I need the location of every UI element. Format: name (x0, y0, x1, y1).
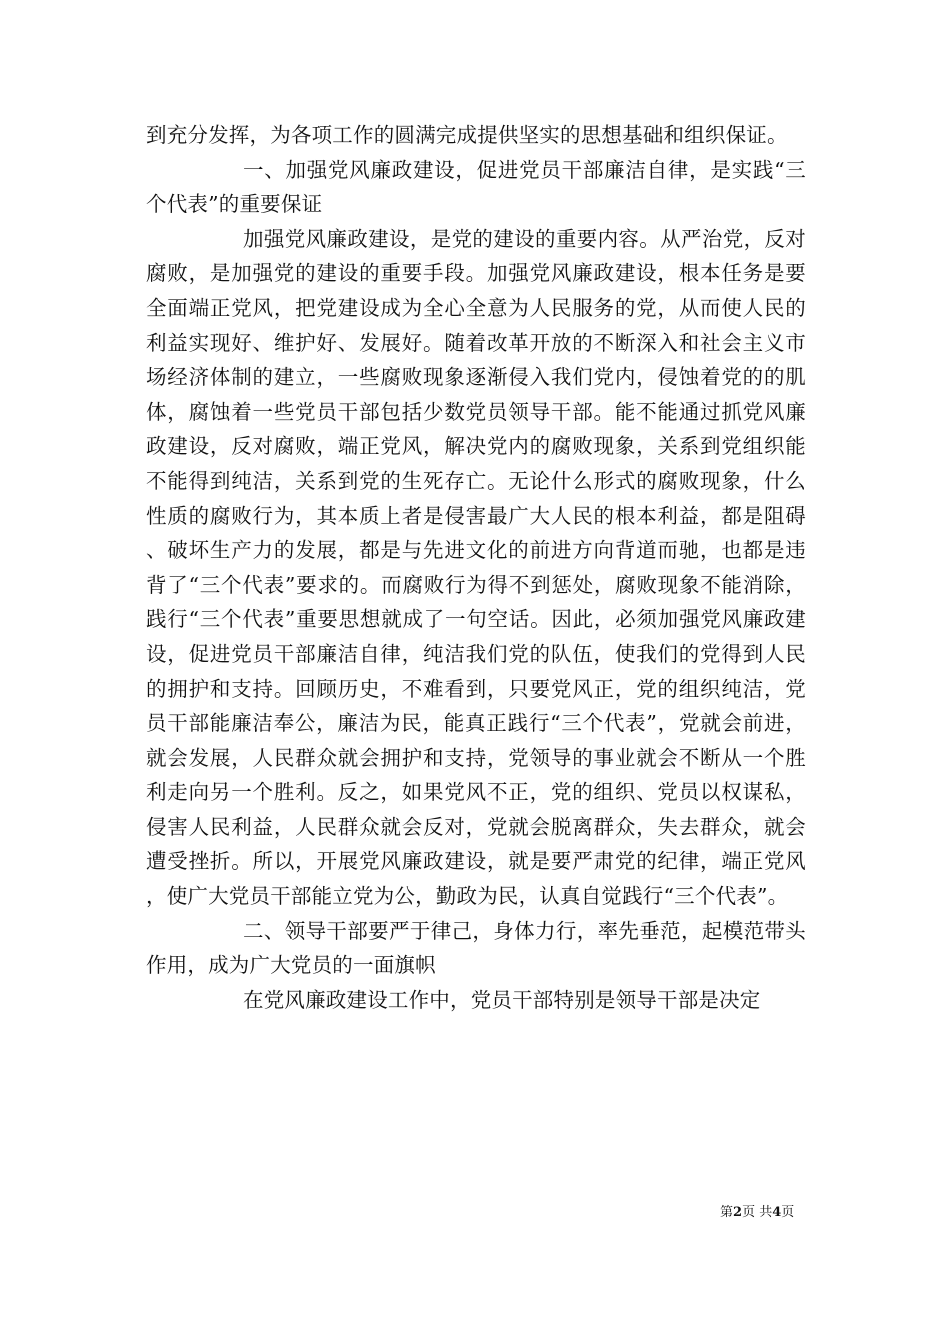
footer-middle: 页 共 (742, 1205, 773, 1220)
footer-total-pages: 4 (772, 1205, 782, 1220)
footer-suffix: 页 (781, 1205, 795, 1220)
footer-current-page: 2 (733, 1205, 743, 1220)
section-heading-1: 一、加强党风廉政建设，促进党员干部廉洁自律，是实践“三个代表”的重要保证 (146, 157, 806, 217)
footer-prefix: 第 (720, 1205, 734, 1220)
paragraph-section-2: 在党风廉政建设工作中，党员干部特别是领导干部是决定 (243, 987, 761, 1012)
paragraph-continued: 到充分发挥，为各项工作的圆满完成提供坚实的思想基础和组织保证。 (146, 123, 788, 147)
document-body (146, 118, 806, 1017)
paragraph-section-1: 加强党风廉政建设，是党的建设的重要内容。从严治党，反对腐败，是加强党的建设的重要手段。加强党风廉政建设，根本任务是要全面端正党风，把党建设成为全心全意为人民服务的党，从而使人民的利益实现好、维护好、发展好。随着改革开放的不断深入和社会主义市场经济体制的建立，一些腐败现象逐渐侵入我们党内，侵蚀着党的的肌体，腐蚀着一些党员干部包括少数党员领导干部。能不能通过抓党风廉政建设，反对腐败，端正党风，解决党内的腐败现象，关系到党组织能不能得到纯洁，关系到党的生死存亡。无论什么形式的腐败现象，什么性质的腐败行为，其本质上者是侵害最广大人民的根本利益，都是阻碍、破坏生产力的发展，都是与先进文化的前进方向背道而驰，也都是违背了“三个代表”要求的。而腐败行为得不到惩处，腐败现象不能消除，践行“三个代表”重要思想就成了一句空话。因此，必须加强党风廉政建设，促进党员干部廉洁自律，纯洁我们党的队伍，使我们的党得到人民的拥护和支持。回顾历史，不难看到，只要党风正，党的组织纯洁，党员干部能廉洁奉公，廉洁为民，能真正践行“三个代表”，党就会前进，就会发展，人民群众就会拥护和支持，党领导的事业就会不断从一个胜利走向另一个胜利。反之，如果党风不正，党的组织、党员以权谋私，侵害人民利益，人民群众就会反对，党就会脱离群众，失去群众，就会遭受挫折。所以，开展党风廉政建设，就是要严肃党的纪律，端正党风，使广大党员干部能立党为公，勤政为民，认真自觉践行“三个代表”。 (146, 226, 806, 909)
page-footer (720, 1204, 794, 1222)
section-heading-2: 二、领导干部要严于律己，身体力行，率先垂范，起模范带头作用，成为广大党员的一面旗帜 (146, 918, 806, 978)
